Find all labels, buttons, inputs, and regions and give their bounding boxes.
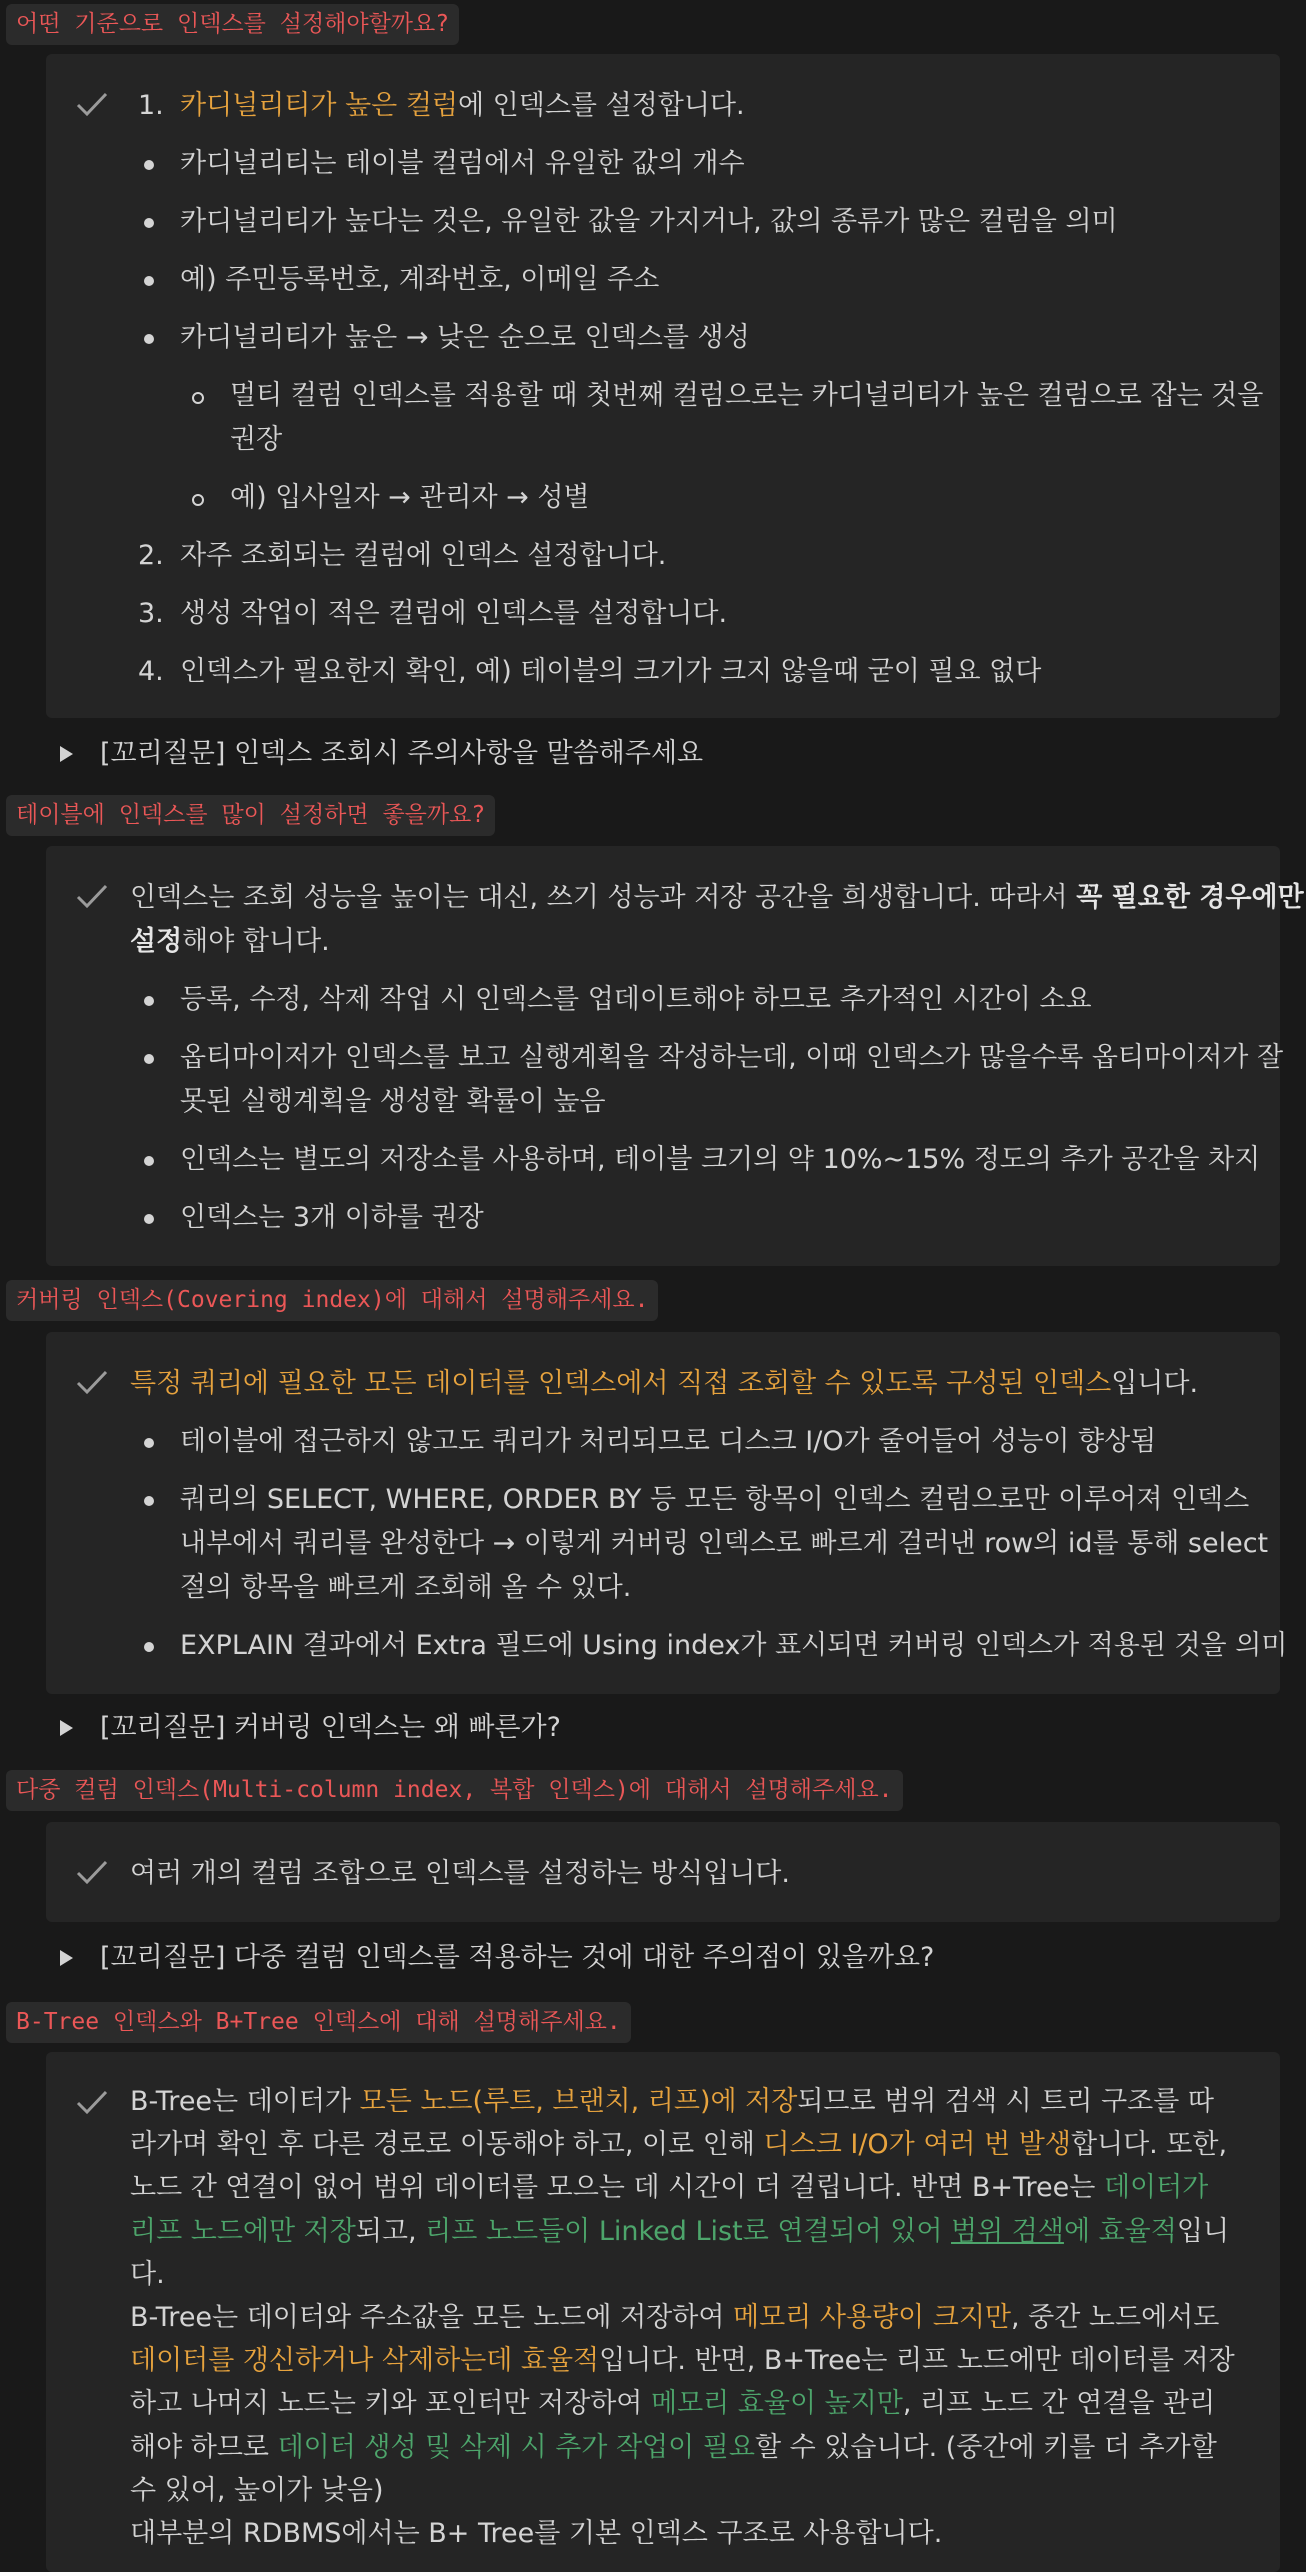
toggle-followup-covering-index[interactable]: [꼬리질문] 커버링 인덱스는 왜 빠른가? <box>100 1712 561 1743</box>
list-item: EXPLAIN 결과에서 Extra 필드에 Using index가 표시되면 커버링 인덱스가 적용된 것을 의미 <box>180 1630 1288 1661</box>
list-item: 멀티 컬럼 인덱스를 적용할 때 첫번째 컬럼으로는 카디널리티가 높은 컬럼으로 잡는 것을 <box>230 380 1264 411</box>
bullet-icon <box>144 1156 154 1166</box>
answer-callout-covering-index <box>46 1332 1288 1694</box>
bullet-icon <box>144 1642 154 1652</box>
check-icon <box>72 2082 112 2122</box>
bullet-icon <box>144 218 154 228</box>
answer-callout-index-criteria <box>46 54 1280 718</box>
list-item-continuation: 내부에서 쿼리를 완성한다 → 이렇게 커버링 인덱스로 빠르게 걸러낸 row의 id를 통해 select <box>180 1528 1269 1559</box>
list-item: 인덱스는 별도의 저장소를 사용하며, 테이블 크기의 약 10%~15% 정도의 추가 공간을 차지 <box>180 1144 1261 1175</box>
bullet-icon <box>144 1054 154 1064</box>
list-item: 쿼리의 SELECT, WHERE, ORDER BY 등 모든 항목이 인덱스 컬럼으로만 이루어져 인덱스 <box>180 1484 1250 1515</box>
list-item-continuation: 절의 항목을 빠르게 조회해 올 수 있다. <box>180 1572 632 1603</box>
list-item: 생성 작업이 적은 컬럼에 인덱스를 설정합니다. <box>180 598 728 629</box>
question-heading-covering-index: 커버링 인덱스(Covering index)에 대해서 설명해주세요. <box>6 1280 658 1321</box>
list-item: 자주 조회되는 컬럼에 인덱스 설정합니다. <box>180 540 667 571</box>
list-item-continuation: 못된 실행계획을 생성할 확률이 높음 <box>180 1086 606 1117</box>
bullet-icon <box>144 1438 154 1448</box>
list-item: 테이블에 접근하지 않고도 쿼리가 처리되므로 디스크 I/O가 줄어들어 성능이 향상됨 <box>180 1426 1157 1457</box>
list-number: 4. <box>138 656 164 687</box>
bullet-icon <box>144 334 154 344</box>
bullet-icon <box>144 276 154 286</box>
list-item: 옵티마이저가 인덱스를 보고 실행계획을 작성하는데, 이때 인덱스가 많을수록 옵티마이저가 잘 <box>180 1042 1284 1073</box>
answer-callout-many-indexes <box>46 846 1304 1266</box>
toggle-triangle-icon[interactable] <box>60 1950 73 1966</box>
question-heading-index-criteria: 어떤 기준으로 인덱스를 설정해야할까요? <box>6 4 459 45</box>
list-item: 카디널리티가 높은 컬럼에 인덱스를 설정합니다. <box>180 90 745 121</box>
bullet-icon <box>144 160 154 170</box>
question-heading-multi-column-index: 다중 컬럼 인덱스(Multi-column index, 복합 인덱스)에 대해서 설명해주세요. <box>6 1770 903 1811</box>
list-number: 2. <box>138 540 164 571</box>
bullet-icon <box>144 1496 154 1506</box>
paragraph: B-Tree는 데이터가 모든 노드(루트, 브랜치, 리프)에 저장되므로 범위 검색 시 트리 구조를 따라가며 확인 후 다른 경로로 이동해야 하고, 이로 인해 디스크 I/O가 여러 번 발생합니다. 또한, 노드 간 연결이 없어 범위 데이터를 모으는 데 시간이 더 걸립니다. 반면 B+Tree는 데이터가 리프 노드에만 저장되고, 리프 노드들이 Linked List로 연결되어 있어 범위 검색에 효율적입니다. <box>130 2086 1230 2290</box>
list-item: 등록, 수정, 삭제 작업 시 인덱스를 업데이트해야 하므로 추가적인 시간이 소요 <box>180 984 1092 1015</box>
paragraph: 인덱스는 조회 성능을 높이는 대신, 쓰기 성능과 저장 공간을 희생합니다. 따라서 꼭 필요한 경우에만 <box>130 882 1304 913</box>
check-icon <box>72 876 112 916</box>
check-icon <box>72 1852 112 1892</box>
list-item: 예) 입사일자 → 관리자 → 성별 <box>230 482 590 513</box>
toggle-followup-multi-column-index[interactable]: [꼬리질문] 다중 컬럼 인덱스를 적용하는 것에 대한 주의점이 있을까요? <box>100 1942 935 1973</box>
check-icon <box>72 1362 112 1402</box>
bullet-icon <box>144 1214 154 1224</box>
list-number: 3. <box>138 598 164 629</box>
list-item: 카디널리티가 높다는 것은, 유일한 값을 가지거나, 값의 종류가 많은 컬럼을 의미 <box>180 206 1118 237</box>
list-item: 카디널리티가 높은 → 낮은 순으로 인덱스를 생성 <box>180 322 750 353</box>
list-item: 인덱스는 3개 이하를 권장 <box>180 1202 484 1233</box>
paragraph-continuation: 설정해야 합니다. <box>130 926 330 957</box>
list-number: 1. <box>138 90 164 121</box>
question-heading-btree: B-Tree 인덱스와 B+Tree 인덱스에 대해 설명해주세요. <box>6 2002 631 2043</box>
sub-bullet-icon <box>192 392 204 404</box>
toggle-followup-index-lookup[interactable]: [꼬리질문] 인덱스 조회시 주의사항을 말씀해주세요 <box>100 738 704 769</box>
list-item-continuation: 권장 <box>230 424 283 455</box>
paragraph: 여러 개의 컬럼 조합으로 인덱스를 설정하는 방식입니다. <box>130 1858 790 1889</box>
paragraph: B-Tree는 데이터와 주소값을 모든 노드에 저장하여 메모리 사용량이 크지만, 중간 노드에서도 데이터를 갱신하거나 삭제하는데 효율적입니다. 반면, B+Tree는 리프 노드에만 데이터를 저장하고 나머지 노드는 키와 포인터만 저장하여 메모리 효율이 높지만, 리프 노드 간 연결을 관리해야 하므로 데이터 생성 및 삭제 시 추가 작업이 필요할 수 있습니다. (중간에 키를 더 추가할 수 있어, 높이가 낮음) <box>130 2302 1235 2506</box>
toggle-triangle-icon[interactable] <box>60 746 73 762</box>
list-item: 인덱스가 필요한지 확인, 예) 테이블의 크기가 크지 않을때 굳이 필요 없다 <box>180 656 1042 687</box>
check-icon <box>72 84 112 124</box>
list-item: 카디널리티는 테이블 컬럼에서 유일한 값의 개수 <box>180 148 745 179</box>
sub-bullet-icon <box>192 494 204 506</box>
list-item: 예) 주민등록번호, 계좌번호, 이메일 주소 <box>180 264 660 295</box>
toggle-triangle-icon[interactable] <box>60 1720 73 1736</box>
paragraph: 특정 쿼리에 필요한 모든 데이터를 인덱스에서 직접 조회할 수 있도록 구성된 인덱스입니다. <box>130 1368 1199 1399</box>
bullet-icon <box>144 996 154 1006</box>
answer-callout-multi-column-index <box>46 1822 1280 1922</box>
paragraph: 대부분의 RDBMS에서는 B+ Tree를 기본 인덱스 구조로 사용합니다. <box>130 2518 943 2549</box>
question-heading-many-indexes: 테이블에 인덱스를 많이 설정하면 좋을까요? <box>6 795 495 836</box>
